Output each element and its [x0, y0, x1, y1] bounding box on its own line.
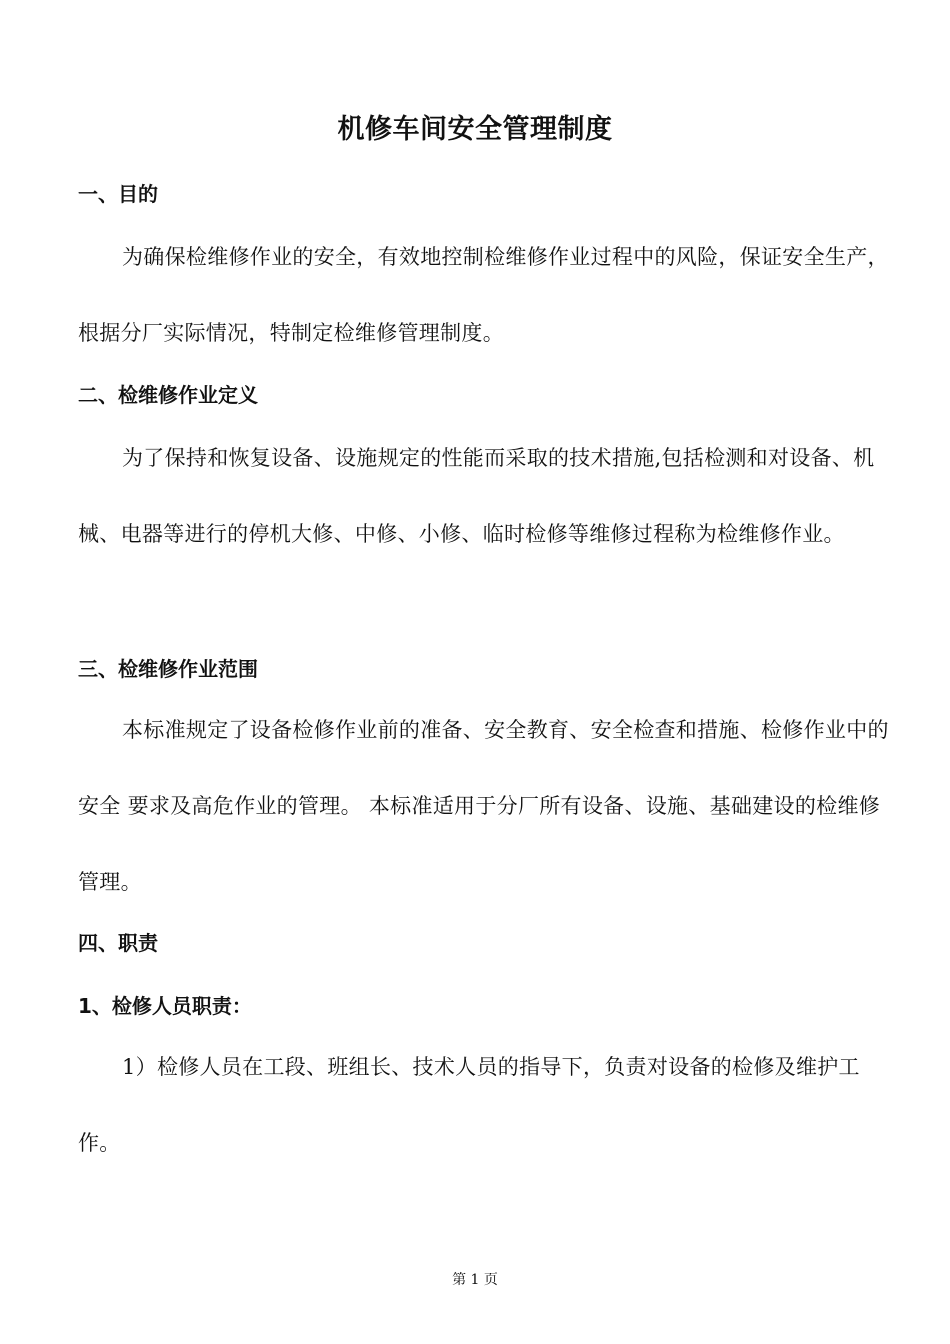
section-paragraph-scope: 本标准规定了设备检修作业前的准备、安全教育、安全检查和措施、检修作业中的安全 要求及高危作业的管理。 本标准适用于分厂所有设备、设施、基础建设的检维修管理。	[78, 718, 889, 894]
section-heading-scope: 三、检维修作业范围	[78, 657, 258, 681]
section-heading-definition: 二、检维修作业定义	[78, 383, 258, 407]
document-title: 机修车间安全管理制度	[337, 114, 613, 145]
subsection-paragraph-repair-staff: 1）检修人员在工段、班组长、技术人员的指导下，负责对设备的检修及维护工作。	[78, 1055, 860, 1155]
section-paragraph-purpose: 为确保检维修作业的安全，有效地控制检维修作业过程中的风险，保证安全生产，根据分厂实际情况，特制定检维修管理制度。	[78, 245, 889, 345]
page-number: 第 1 页	[452, 1272, 498, 1288]
section-heading-responsibilities: 四、职责	[78, 931, 158, 955]
section-heading-purpose: 一、目的	[78, 182, 158, 206]
subsection-heading-repair-staff: 1、检修人员职责：	[78, 994, 252, 1018]
section-paragraph-definition: 为了保持和恢复设备、设施规定的性能而采取的技术措施,包括检测和对设备、机械、电器等进行的停机大修、中修、小修、临时检修等维修过程称为检维修作业。	[78, 446, 875, 546]
